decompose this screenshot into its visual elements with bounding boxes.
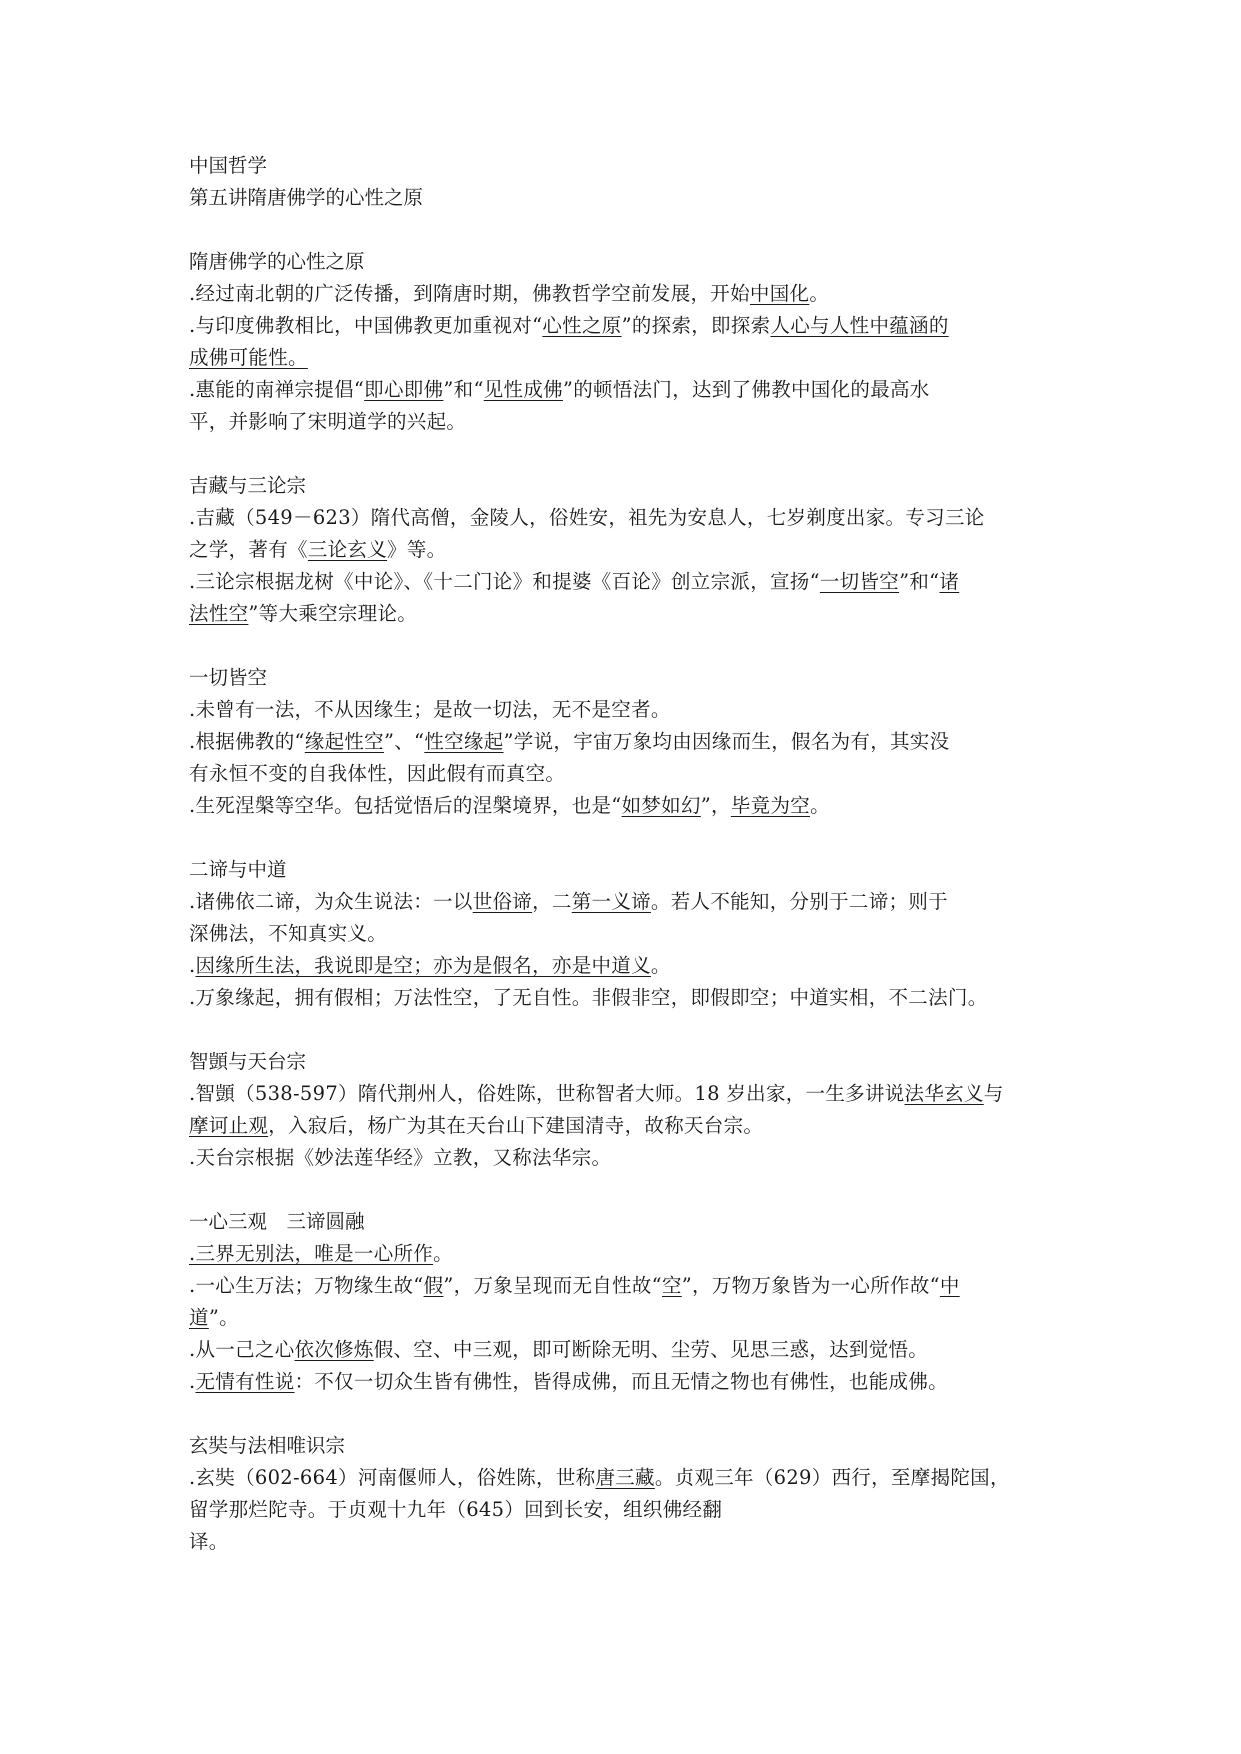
underlined-term: 依次修炼 xyxy=(294,1338,374,1361)
text-run: 与 xyxy=(983,1082,1004,1105)
paragraph-line xyxy=(189,886,1069,918)
section-spacer xyxy=(189,1174,1069,1206)
text-run: ”学说，宇宙万象均由因缘而生，假名为有，其实没 xyxy=(503,730,950,753)
text-run: ”。 xyxy=(208,1306,239,1329)
section-heading: 吉藏与三论宗 xyxy=(189,474,307,497)
text-run: 。贞观三年（629）西行，至摩揭陀国， xyxy=(654,1466,1010,1489)
text-run: ：不仅一切众生皆有佛性，皆得成佛，而且无情之物也有佛性，也能成佛。 xyxy=(294,1370,948,1393)
paragraph-line xyxy=(189,694,1069,726)
underlined-term: 见性成佛 xyxy=(483,378,563,401)
paragraph-line xyxy=(189,950,1069,982)
text-run: .与印度佛教相比，中国佛教更加重视对“ xyxy=(189,314,543,337)
paragraph-line xyxy=(189,1110,1069,1142)
text-run: .惠能的南禅宗提倡“ xyxy=(189,378,365,401)
text-run: .万象缘起，拥有假相；万法性空，了无自性。非假非空，即假即空；中道实相，不二法门。 xyxy=(189,986,988,1009)
text-run: .诸佛依二谛，为众生说法：一以 xyxy=(189,890,473,913)
underlined-term: 空 xyxy=(661,1274,682,1297)
text-run: 译。 xyxy=(189,1530,229,1553)
text-run: 有永恒不变的自我体性，因此假有而真空。 xyxy=(189,762,566,785)
underlined-term: 缘起性空 xyxy=(304,730,384,753)
paragraph-line xyxy=(189,1366,1069,1398)
underlined-term: 性空缘起 xyxy=(424,730,504,753)
section-heading: 一心三观 三谛圆融 xyxy=(189,1210,365,1233)
section-heading: 玄奘与法相唯识宗 xyxy=(189,1434,346,1457)
paragraph-line xyxy=(189,1078,1069,1110)
text-run: ”的顿悟法门，达到了佛教中国化的最高水 xyxy=(562,378,930,401)
text-run: ”的探索，即探索 xyxy=(621,314,771,337)
text-run: 。 xyxy=(650,954,671,977)
underlined-term: 假 xyxy=(423,1274,444,1297)
paragraph-line xyxy=(189,598,1069,630)
paragraph-line xyxy=(189,1142,1069,1174)
text-run: ”等大乘空宗理论。 xyxy=(248,602,418,625)
underlined-term: 无情有性说 xyxy=(195,1370,295,1393)
text-run: 。若人不能知，分别于二谛；则于 xyxy=(650,890,948,913)
paragraph-line xyxy=(189,1270,1069,1302)
paragraph-line xyxy=(189,502,1069,534)
underlined-term: 成佛可能性。 xyxy=(189,346,308,369)
paragraph-line xyxy=(189,406,1069,438)
paragraph-line xyxy=(189,1334,1069,1366)
text-run: 。 xyxy=(809,282,830,305)
paragraph-line xyxy=(189,342,1069,374)
text-run: ”，万象呈现而无自性故“ xyxy=(443,1274,662,1297)
paragraph-line xyxy=(189,1494,1069,1526)
text-run: 》等。 xyxy=(387,538,447,561)
text-run: .生死涅槃等空华。包括觉悟后的涅槃境界，也是“ xyxy=(189,794,622,817)
paragraph-line xyxy=(189,790,1069,822)
underlined-term: 心性之原 xyxy=(542,314,622,337)
section-heading: 二谛与中道 xyxy=(189,858,287,881)
text-run: ，入寂后，杨广为其在天台山下建国清寺，故称天台宗。 xyxy=(268,1114,764,1137)
text-run: .玄奘（602-664）河南偃师人，俗姓陈，世称 xyxy=(189,1466,596,1489)
paragraph-line xyxy=(189,566,1069,598)
section-spacer xyxy=(189,214,1069,246)
text-run: 。 xyxy=(810,794,830,817)
text-run: .根据佛教的“ xyxy=(189,730,305,753)
text-run: ”和“ xyxy=(899,570,940,593)
document-body xyxy=(189,214,1069,1558)
section-heading: 智顗与天台宗 xyxy=(189,1050,307,1073)
paragraph-line xyxy=(189,1238,1069,1270)
paragraph-line xyxy=(189,374,1069,406)
text-run: .从一己之心 xyxy=(189,1338,295,1361)
underlined-term: 唐三藏 xyxy=(595,1466,655,1489)
underlined-term: 法华玄义 xyxy=(904,1082,984,1105)
underlined-term: 一切皆空 xyxy=(819,570,900,593)
section-spacer xyxy=(189,822,1069,854)
section-spacer xyxy=(189,438,1069,470)
underlined-term: 因缘所生法，我说即是空；亦为是假名，亦是中道义 xyxy=(195,954,651,977)
document-title: 中国哲学 xyxy=(189,154,268,177)
underlined-term: 摩诃止观 xyxy=(189,1114,269,1137)
underlined-term: 毕竟为空 xyxy=(730,794,811,817)
text-run: 之学，著有《 xyxy=(189,538,308,561)
paragraph-line xyxy=(189,1302,1069,1334)
underlined-term: 如梦如幻 xyxy=(621,794,701,817)
text-run: ”和“ xyxy=(443,378,484,401)
underlined-term: .三界无别法，唯是一心所作 xyxy=(189,1242,434,1265)
underlined-term: 诸 xyxy=(939,570,960,593)
text-run: ”，万物万象皆为一心所作故“ xyxy=(681,1274,940,1297)
underlined-term: 道 xyxy=(189,1306,209,1329)
paragraph-line xyxy=(189,918,1069,950)
section-spacer xyxy=(189,630,1069,662)
text-run: ”， xyxy=(700,794,731,817)
underlined-term: 中国化 xyxy=(749,282,810,305)
text-run: 留学那烂陀寺。于贞观十九年（645）回到长安，组织佛经翻 xyxy=(189,1498,723,1521)
text-run: .三论宗根据龙树《中论》、《十二门论》和提婆《百论》创立宗派，宣扬“ xyxy=(189,570,820,593)
paragraph-line xyxy=(189,534,1069,566)
paragraph-line xyxy=(189,310,1069,342)
section-spacer xyxy=(189,1398,1069,1430)
section-heading: 一切皆空 xyxy=(189,666,268,689)
underlined-term: 即心即佛 xyxy=(364,378,444,401)
paragraph-line xyxy=(189,982,1069,1014)
paragraph-line xyxy=(189,758,1069,790)
text-run: .经过南北朝的广泛传播，到隋唐时期，佛教哲学空前发展，开始 xyxy=(189,282,750,305)
text-run: 平，并影响了宋明道学的兴起。 xyxy=(189,410,467,433)
underlined-term: 人心与人性中蕴涵的 xyxy=(770,314,949,337)
paragraph-line xyxy=(189,278,1069,310)
text-run: .一心生万法；万物缘生故“ xyxy=(189,1274,424,1297)
paragraph-line xyxy=(189,1526,1069,1558)
text-run: .天台宗根据《妙法莲华经》立教，又称法华宗。 xyxy=(189,1146,612,1169)
text-run: 。 xyxy=(433,1242,453,1265)
underlined-term: 世俗谛 xyxy=(472,890,533,913)
text-run: .吉藏（549－623）隋代高僧，金陵人，俗姓安，祖先为安息人，七岁剃度出家。专习三论 xyxy=(189,506,985,529)
underlined-term: 法性空 xyxy=(189,602,249,625)
paragraph-line xyxy=(189,726,1069,758)
underlined-term: 第一义谛 xyxy=(571,890,651,913)
document-subtitle: 第五讲隋唐佛学的心性之原 xyxy=(189,186,424,209)
text-run: .智顗（538-597）隋代荆州人，俗姓陈，世称智者大师。18 岁出家，一生多讲说 xyxy=(189,1082,905,1105)
section-heading: 隋唐佛学的心性之原 xyxy=(189,250,365,273)
underlined-term: 中 xyxy=(939,1274,960,1297)
document-page xyxy=(189,150,1069,1558)
text-run: . xyxy=(189,1370,196,1393)
text-run: ，二 xyxy=(532,890,572,913)
text-run: 假、空、中三观，即可断除无明、尘劳、见思三惑，达到觉悟。 xyxy=(373,1338,929,1361)
text-run: ”、“ xyxy=(383,730,425,753)
text-run: . xyxy=(189,954,196,977)
text-run: .未曾有一法，不从因缘生；是故一切法，无不是空者。 xyxy=(189,698,671,721)
paragraph-line xyxy=(189,1462,1069,1494)
section-spacer xyxy=(189,1014,1069,1046)
text-run: 深佛法，不知真实义。 xyxy=(189,922,388,945)
underlined-term: 三论玄义 xyxy=(307,538,388,561)
